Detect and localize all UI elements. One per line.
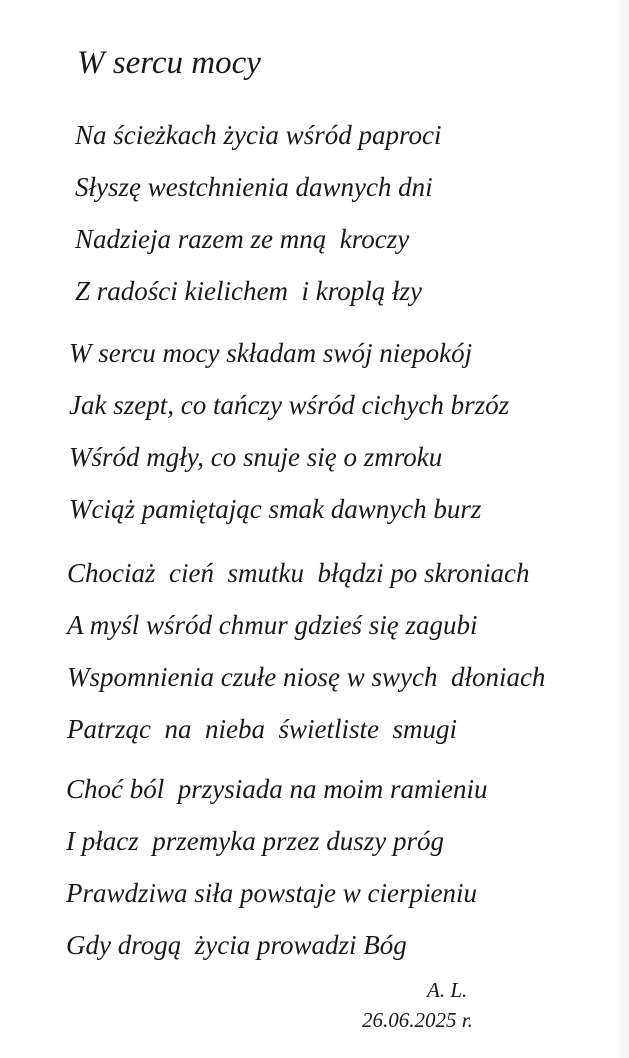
- poem-line: A myśl wśród chmur gdzieś się zagubi: [67, 610, 478, 640]
- poem-line: W sercu mocy składam swój niepokój: [69, 338, 473, 368]
- poem-line: Wciąż pamiętając smak dawnych burz: [69, 494, 482, 524]
- poem-line: Choć ból przysiada na moim ramieniu: [66, 774, 488, 804]
- stanza-2: [69, 335, 509, 543]
- stanza-1: [75, 117, 441, 325]
- stanza-4: [66, 771, 488, 979]
- poem-title: W sercu mocy: [77, 45, 261, 81]
- poem-line: Na ścieżkach życia wśród paproci: [75, 120, 442, 150]
- poem-line: Patrząc na nieba świetliste smugi: [67, 714, 457, 744]
- poem-line: Wspomnienia czułe niosę w swych dłoniach: [67, 662, 546, 692]
- signature-block: [362, 975, 473, 1035]
- signature-date: 26.06.2025 r.: [362, 1008, 473, 1032]
- poem-line: I płacz przemyka przez duszy próg: [66, 826, 444, 856]
- poem-line: Z radości kielichem i kroplą łzy: [75, 276, 422, 306]
- stanza-3: [67, 555, 545, 763]
- author-initials: A. L.: [427, 978, 468, 1002]
- poem-line: Jak szept, co tańczy wśród cichych brzóz: [69, 390, 510, 420]
- page-edge-shadow: [615, 0, 629, 1058]
- poem-line: Gdy drogą życia prowadzi Bóg: [66, 930, 407, 960]
- poem-line: Wśród mgły, co snuje się o zmroku: [69, 442, 443, 472]
- poem-line: Prawdziwa siła powstaje w cierpieniu: [66, 878, 478, 908]
- poem-line: Słyszę westchnienia dawnych dni: [75, 172, 433, 202]
- poem-line: Chociaż cień smutku błądzi po skroniach: [67, 558, 530, 588]
- poem-line: Nadzieja razem ze mną kroczy: [75, 224, 410, 254]
